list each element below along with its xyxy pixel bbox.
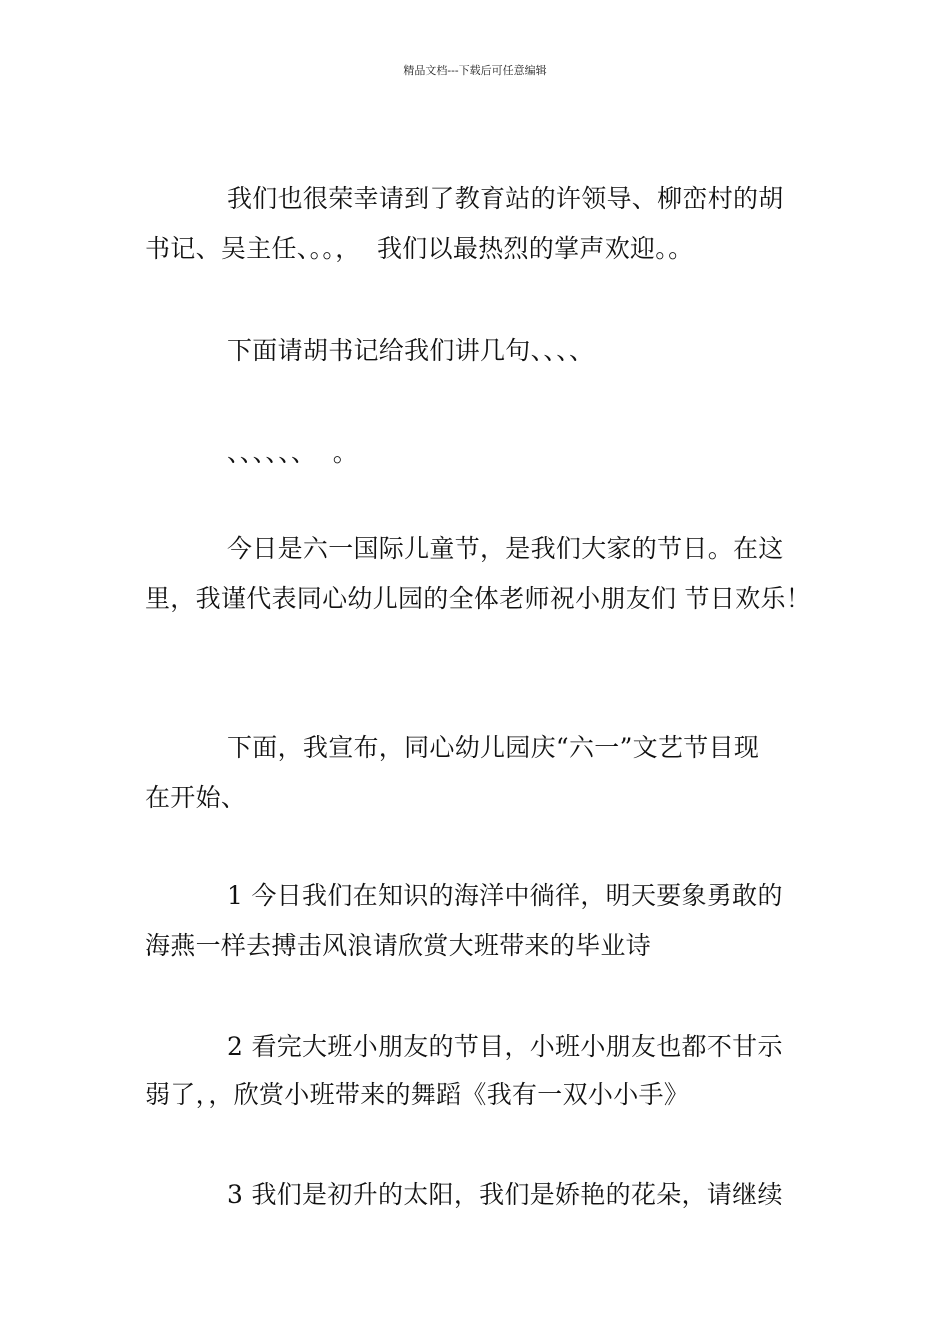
paragraph-line: 海燕一样去搏击风浪请欣赏大班带来的毕业诗: [145, 931, 652, 960]
paragraph-line: 我们也很荣幸请到了教育站的许领导、柳峦村的胡: [227, 184, 784, 213]
paragraph-line: 弱了，，欣赏小班带来的舞蹈《我有一双小小手》: [145, 1080, 690, 1109]
paragraph-line: 、、、、、、 。: [227, 438, 359, 467]
paragraph-line: 今日是六一国际儿童节，是我们大家的节日。在这: [227, 534, 784, 563]
paragraph-line: 1 今日我们在知识的海洋中徜徉，明天要象勇敢的: [227, 881, 783, 910]
paragraph-line: 下面，我宣布，同心幼儿园庆“六一”文艺节目现: [227, 733, 760, 762]
paragraph-line: 书记、吴主任、。。， 我们以最热烈的掌声欢迎。。: [145, 234, 694, 263]
paragraph-line: 下面请胡书记给我们讲几句、、、、: [227, 336, 595, 365]
paragraph-line: 2 看完大班小朋友的节目，小班小朋友也都不甘示: [227, 1032, 783, 1061]
paragraph-line: 3 我们是初升的太阳，我们是娇艳的花朵，请继续: [227, 1180, 783, 1209]
document-header: 精品文档---下载后可任意编辑: [403, 64, 547, 77]
paragraph-line: 在开始、: [145, 783, 247, 812]
paragraph-line: 里，我谨代表同心幼儿园的全体老师祝小朋友们 节日欢乐！: [145, 584, 812, 613]
